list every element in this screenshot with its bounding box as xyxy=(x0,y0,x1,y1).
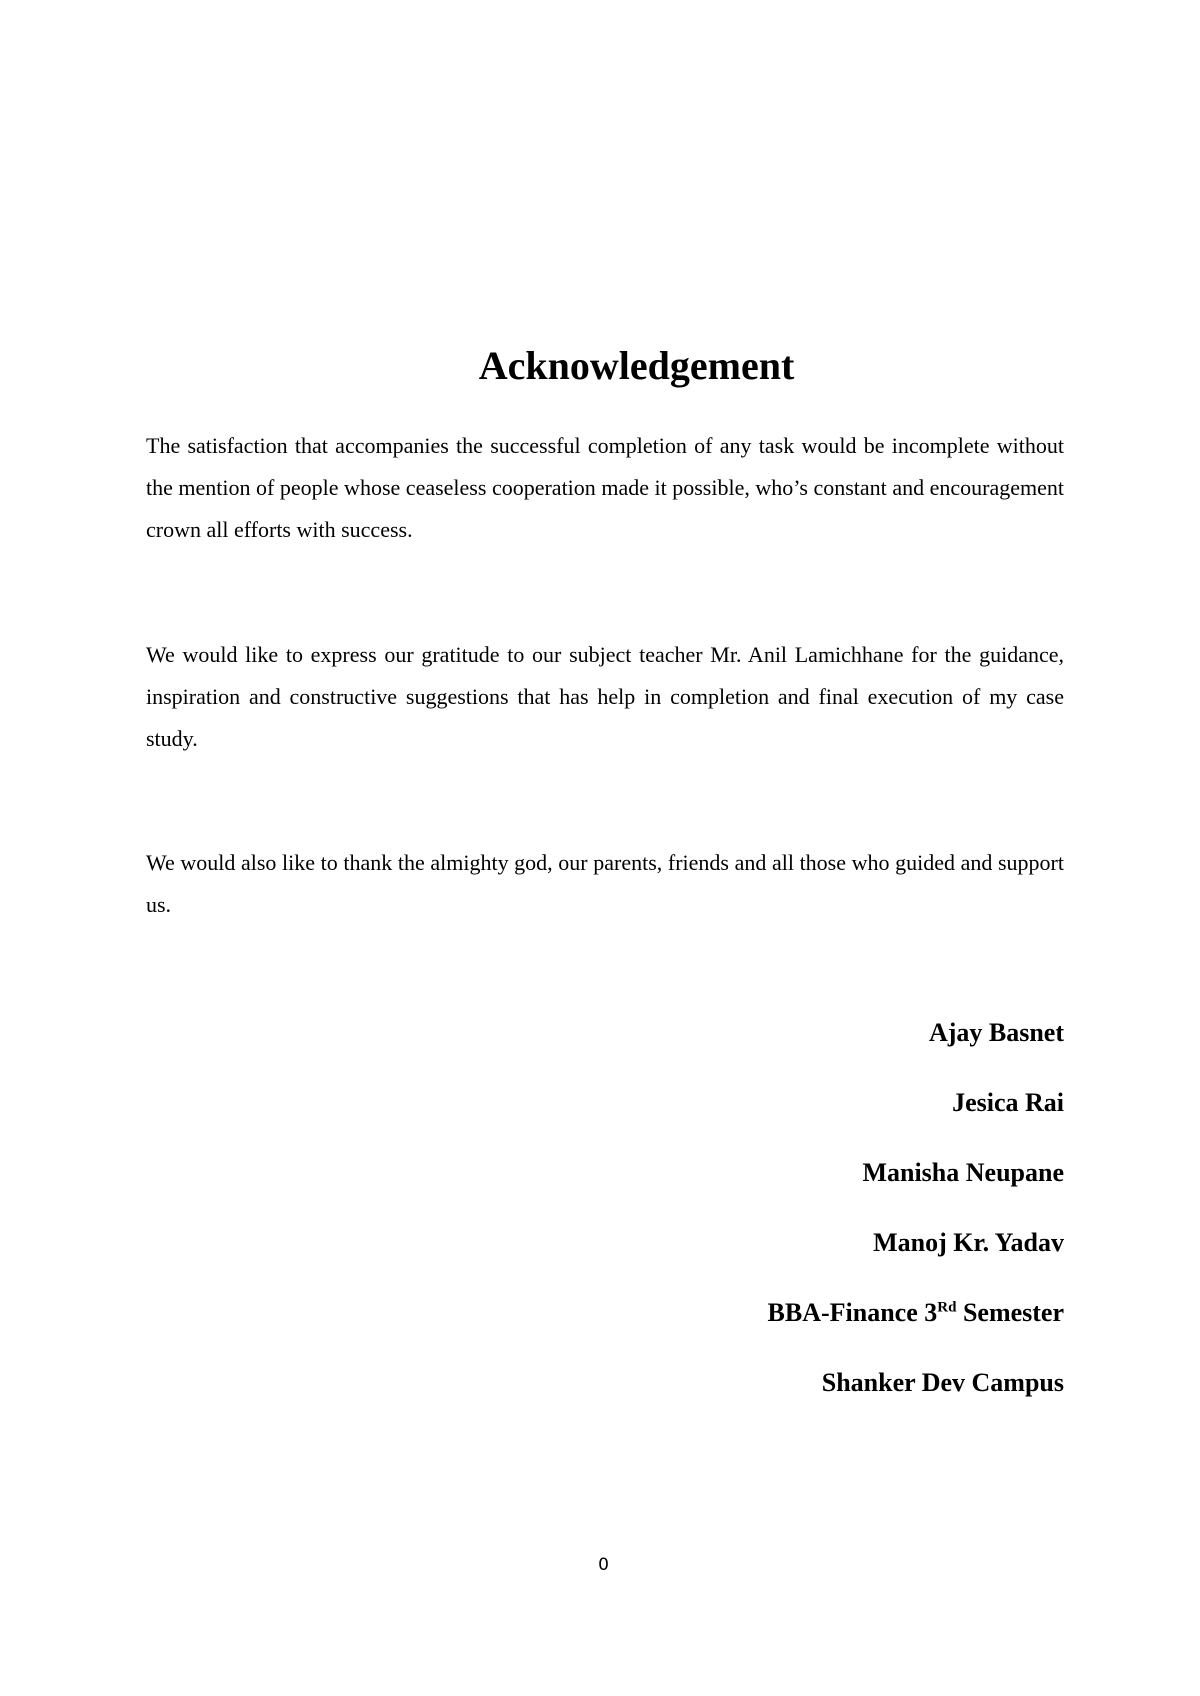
paragraph-gratitude: We would like to express our gratitude to our subject teacher Mr. Anil Lamichhane for the guidance, inspiration and constructive suggestions that has help in completion and final execution of my case study. xyxy=(146,642,1064,751)
signatory-ajay-basnet: Ajay Basnet xyxy=(928,1018,1064,1047)
campus-name: Shanker Dev Campus xyxy=(821,1368,1064,1397)
signatory-jesica-rai: Jesica Rai xyxy=(952,1088,1064,1117)
signatory-manisha-neupane: Manisha Neupane xyxy=(862,1158,1064,1187)
page-title: Acknowledgement xyxy=(478,343,795,388)
program-suffix: Semester xyxy=(956,1298,1064,1327)
signatory-manoj-yadav: Manoj Kr. Yadav xyxy=(873,1228,1064,1257)
program-semester xyxy=(600,1293,1064,1363)
signature-block xyxy=(600,1013,1064,1433)
paragraph-thanks: We would also like to thank the almighty god, our parents, friends and all those who guided and support us. xyxy=(146,850,1064,917)
program-prefix: BBA-Finance 3 xyxy=(767,1298,938,1327)
paragraph-satisfaction: The satisfaction that accompanies the successful completion of any task would be incomplete without the mention of people whose ceaseless cooperation made it possible, who’s constant and encouragement crown all efforts with success. xyxy=(146,433,1064,542)
page-number: 0 xyxy=(598,1555,609,1575)
program-superscript: Rd xyxy=(937,1299,957,1316)
